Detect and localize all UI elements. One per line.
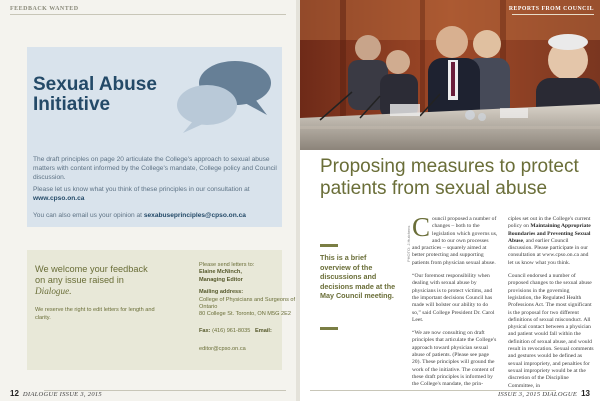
summary-rule-bottom bbox=[320, 327, 338, 330]
folio-left bbox=[10, 389, 102, 398]
email-label: Email: bbox=[255, 327, 272, 334]
body-text: ouncil proposed a number of changes – both to the legislation which governs us, and to our own processes and practices – squarely aimed at better protecting and supporting patients from physician sexual abuse. bbox=[412, 216, 498, 266]
page-number-left: 12 bbox=[10, 389, 19, 398]
feedback-heading bbox=[35, 264, 151, 297]
body-text: ciples set out in the College's current policy on bbox=[508, 216, 591, 230]
body-paragraph: Council endorsed a number of proposed changes to the sexual abuse provisions in the governing legislation, the Regulated Health Professions Act. The most significant is the proposal for two different definitions of sexual misconduct. All physical contact between a physician and patient would fall within the definition of sexual abuse, and would result in revocation. Sexual comments and gestures would be defined as sexual impropriety, and penalties for sexual impropriety would be at the discretion of the Discipline Committee, in bbox=[508, 273, 594, 389]
publication-name: Dialogue. bbox=[35, 286, 72, 296]
folio-right bbox=[498, 389, 590, 398]
summary-rule-top bbox=[320, 244, 338, 247]
send-to-label: Please send letters to: bbox=[199, 262, 255, 268]
editor-title: Managing Editor bbox=[199, 276, 243, 283]
drop-cap: C bbox=[412, 212, 431, 242]
fax-row bbox=[199, 328, 272, 352]
article-headline: Proposing measures to protect patients from sexual abuse bbox=[320, 156, 579, 199]
article-column-2 bbox=[508, 216, 594, 396]
sexual-abuse-title bbox=[33, 75, 183, 115]
sexabuse-email-link[interactable]: sexabuseprinciples@cpso.on.ca bbox=[143, 212, 246, 219]
body-paragraph: “We are now consulting on draft principles that articulate the College's approach toward physician sexual abuse of patients. (Please see page 20). These principles will ground the work of the initiative. The content of these draft principles is informed by the College's mandate, the prin- bbox=[412, 330, 497, 388]
consultation-invitation bbox=[33, 185, 277, 203]
cpso-website-link[interactable]: www.cpso.on.ca bbox=[33, 195, 85, 202]
sexual-abuse-description: The draft principles on page 20 articulate the College's approach to sexual abuse matters with content informed by the College's mandate, College policy and Council discussion. bbox=[33, 156, 277, 181]
article-summary: This is a brief overview of the discussions and decisions made at the May Council meeting. bbox=[320, 253, 396, 301]
editing-disclaimer: We reserve the right to edit letters for length and clarity. bbox=[35, 307, 155, 321]
folio-issue-right: ISSUE 3, 2015 bbox=[498, 391, 541, 398]
folio-publication-left: DIALOGUE bbox=[22, 391, 58, 398]
section-label-feedback: FEEDBACK WANTED bbox=[10, 6, 79, 12]
body-paragraph bbox=[508, 216, 594, 267]
feedback-heading-text: We welcome your feedback on any issue raised in bbox=[35, 264, 148, 285]
email-invitation bbox=[33, 211, 277, 220]
section-label-council: REPORTS FROM COUNCIL bbox=[508, 6, 594, 12]
fax-value: (416) 961-8035 bbox=[212, 327, 251, 334]
speech-bubbles-icon bbox=[171, 55, 279, 135]
body-paragraph: “Our foremost responsibility when dealing with sexual abuse by physicians is to protect victims, and the important decisions Council has made will bolster our ability to do so,” said College President Dr. Carol Leet. bbox=[412, 273, 495, 323]
article-column-1 bbox=[412, 212, 498, 395]
right-page bbox=[300, 0, 600, 401]
feedback-box bbox=[27, 250, 296, 370]
contact-details bbox=[199, 262, 296, 355]
mailing-line1: College of Physicians and Surgeons of Ontario bbox=[199, 296, 296, 311]
folio-publication-right: DIALOGUE bbox=[542, 391, 578, 398]
left-page bbox=[0, 0, 296, 401]
policy-title: Maintaining Appropriate Boundaries and Preventing Sexual Abuse bbox=[508, 223, 591, 244]
title-line1: Sexual Abuse bbox=[33, 74, 157, 95]
mailing-line2: 80 College St. Toronto, ON M5G 2E2 bbox=[199, 311, 291, 318]
top-rule bbox=[10, 14, 286, 15]
sexual-abuse-initiative-box bbox=[27, 47, 282, 227]
email-invitation-text: You can also email us your opinion at bbox=[33, 212, 144, 219]
body-text: , and earlier Council discussion. Please participate in our consultation at www.cpso.on.ca and let us know what you think. bbox=[508, 237, 589, 266]
photo-credit: PHOTO: J.Hutchens bbox=[406, 225, 411, 262]
consultation-text: Please let us know what you think of these principles in our consultation at bbox=[33, 186, 250, 193]
council-meeting-photo bbox=[300, 0, 600, 150]
mailing-label: Mailing address: bbox=[199, 289, 244, 296]
body-paragraph bbox=[412, 212, 498, 267]
page-number-right: 13 bbox=[581, 389, 590, 398]
fax-label: Fax: bbox=[199, 327, 211, 334]
editor-email-link[interactable]: editor@cpso.on.ca bbox=[199, 345, 246, 352]
editor-name: Elaine McNinch, bbox=[199, 269, 242, 276]
folio-issue-left: ISSUE 3, 2015 bbox=[59, 391, 102, 398]
title-line2: Initiative bbox=[33, 94, 111, 115]
section-rule-council bbox=[512, 14, 594, 15]
